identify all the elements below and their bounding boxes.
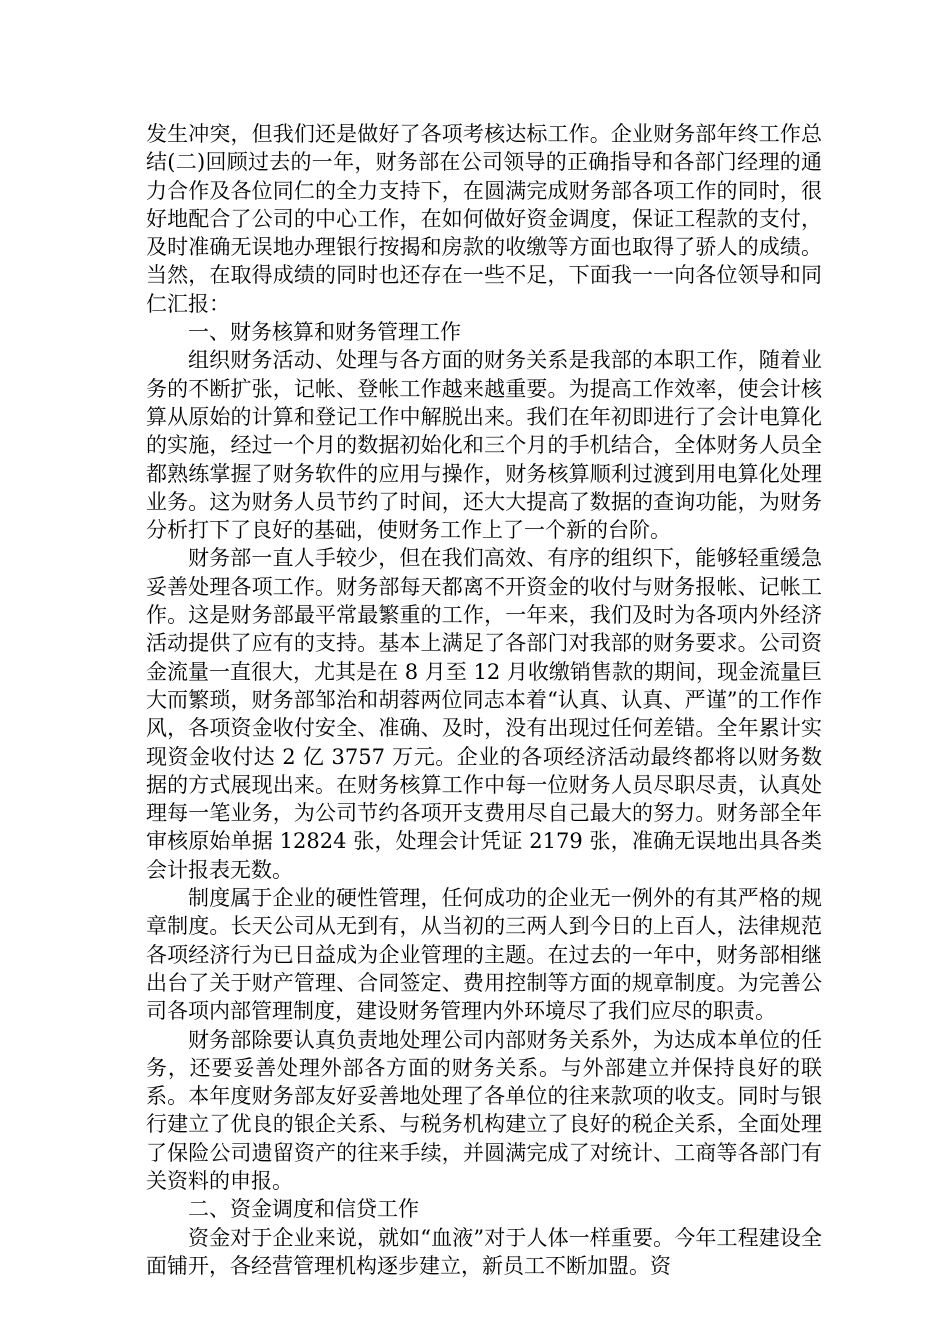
section1-paragraph-4: 财务部除要认真负责地处理公司内部财务关系外，为达成本单位的任务，还要妥善处理外部各方面的财务关系。与外部建立并保持良好的联系。本年度财务部友好妥善地处理了各单位的往来款项的收支。同时与银行建立了优良的银企关系、与税务机构建立了良好的税企关系，全面处理了保险公司遗留资产的往来手续，并圆满完成了对统计、工商等各部门有关资料的申报。: [146, 1027, 822, 1193]
opening-paragraph: 发生冲突，但我们还是做好了各项考核达标工作。企业财务部年终工作总结(二)回顾过去的一年，财务部在公司领导的正确指导和各部门经理的通力合作及各位同仁的全力支持下，在圆满完成财务部各项工作的同时，很好地配合了公司的中心工作，在如何做好资金调度，保证工程款的支付，及时准确无误地办理银行按揭和房款的收缴等方面也取得了骄人的成绩。当然，在取得成绩的同时也还存在一些不足，下面我一一向各位领导和同仁汇报：: [146, 122, 822, 316]
section1-heading: 一、财务核算和财务管理工作: [188, 320, 461, 345]
document-page: [146, 120, 822, 1280]
section1-paragraph-1: 组织财务活动、处理与各方面的财务关系是我部的本职工作，随着业务的不断扩张，记帐、登帐工作越来越重要。为提高工作效率，使会计核算从原始的计算和登记工作中解脱出来。我们在年初即进行了会计电算化的实施，经过一个月的数据初始化和三个月的手机结合，全体财务人员全都熟练掌握了财务软件的应用与操作，财务核算顺利过渡到用电算化处理业务。这为财务人员节约了时间，还大大提高了数据的查询功能，为财务分析打下了良好的基础，使财务工作上了一个新的台阶。: [146, 348, 822, 543]
section1-paragraph-3: 制度属于企业的硬性管理，任何成功的企业无一例外的有其严格的规章制度。长天公司从无到有，从当初的三两人到今日的上百人，法律规范各项经济行为已日益成为企业管理的主题。在过去的一年中，财务部相继出台了关于财产管理、合同签定、费用控制等方面的规章制度。为完善公司各项内部管理制度，建设财务管理内外环境尽了我们应尽的职责。: [146, 886, 822, 1024]
section1-paragraph-2: 财务部一直人手较少，但在我们高效、有序的组织下，能够轻重缓急妥善处理各项工作。财务部每天都离不开资金的收付与财务报帐、记帐工作。这是财务部最平常最繁重的工作，一年来，我们及时为各项内外经济活动提供了应有的支持。基本上满足了各部门对我部的财务要求。公司资金流量一直很大，尤其是在 8 月至 12 月收缴销售款的期间，现金流量巨大而繁琐，财务部邹治和胡蓉两位同志本着“认真、认真、严谨”的工作作风，各项资金收付安全、准确、及时，没有出现过任何差错。全年累计实现资金收付达 2 亿 3757 万元。企业的各项经济活动最终都将以财务数据的方式展现出来。在财务核算工作中每一位财务人员尽职尽责，认真处理每一笔业务，为公司节约各项开支费用尽自己最大的努力。财务部全年审核原始单据 12824 张，处理会计凭证 2179 张，准确无误地出具各类会计报表无数。: [146, 546, 822, 882]
section2-heading: 二、资金调度和信贷工作: [188, 1197, 419, 1222]
section2-paragraph-1: 资金对于企业来说，就如“血液”对于人体一样重要。今年工程建设全面铺开，各经营管理机构逐步建立，新员工不断加盟。资: [146, 1225, 822, 1278]
